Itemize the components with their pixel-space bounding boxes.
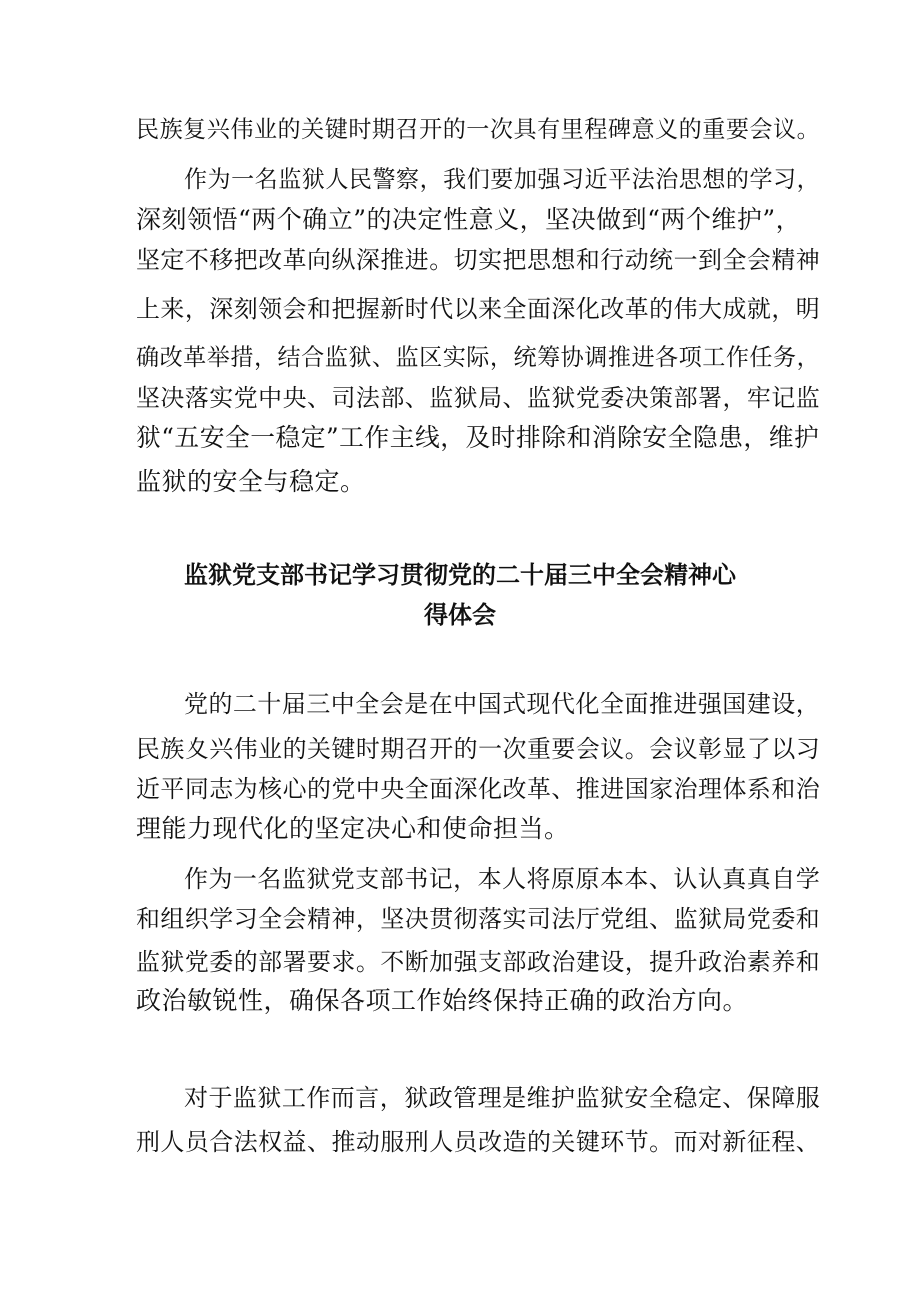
body-text-line: 和组织学习全会精神，坚决贯彻落实司法厅党组、监狱局党委和 (136, 905, 821, 933)
article-heading-line-1: 监狱党支部书记学习贯彻党的二十届三中全会精神心 (184, 561, 736, 589)
body-text-line: 监狱党委的部署要求。不断加强支部政治建设，提升政治素养和 (136, 948, 821, 976)
body-text-line: 作为一名监狱人民警察，我们要加强习近平法治思想的学习， (184, 167, 821, 193)
body-text-line: 民族复兴伟业的关键时期召开的一次具有里程碑意义的重要会议。 (136, 117, 821, 143)
body-text-line: 坚定不移把改革向纵深推进。切实把思想和行动统一到全会精神 (136, 246, 821, 274)
body-text-line: 理能力现代化的坚定决心和使命担当。 (136, 814, 570, 843)
body-text-line: 深刻领悟“两个确立”的决定性意义，坚决做到“两个维护”， (136, 205, 802, 234)
body-text-line: 上来，深刻领会和把握新时代以来全面深化改革的伟大成就，明 (136, 295, 821, 323)
article-heading-line-2: 得体会 (424, 601, 496, 629)
body-text-line: 狱“五安全一稳定”工作主线，及时排除和消除安全隐患，维护 (136, 423, 820, 452)
body-text-line: 民族夊兴伟业的关键时期召开的一次重要会议。会议彰显了以习 (136, 735, 821, 763)
body-text-line: 监狱的安全与稳定。 (136, 467, 366, 496)
body-text-line: 确改革举措，结合监狱、监区实际，统筹协调推进各项工作任务， (136, 345, 821, 371)
body-text-line: 作为一名监狱党支部书记，本人将原原本本、认认真真自学 (184, 865, 821, 893)
body-text-line: 党的二十届三中全会是在中国式现代化全面推进强国建设， (184, 690, 821, 718)
body-text-line: 政治敏锐性，确保各项工作始终保持正确的政治方向。 (136, 986, 749, 1015)
body-text-line: 近平同志为核心的党中央全面深化改革、推进国家治理体系和治 (136, 775, 821, 803)
body-text-line: 刑人员合法权益、推动服刑人员改造的关键环节。而对新征程、 (136, 1128, 821, 1156)
body-text-line: 坚决落实党中央、司法部、监狱局、监狱党委决策部署，牢记监 (136, 384, 821, 412)
body-text-line: 对于监狱工作而言，狱政管理是维护监狱安全稳定、保障服 (184, 1084, 821, 1112)
